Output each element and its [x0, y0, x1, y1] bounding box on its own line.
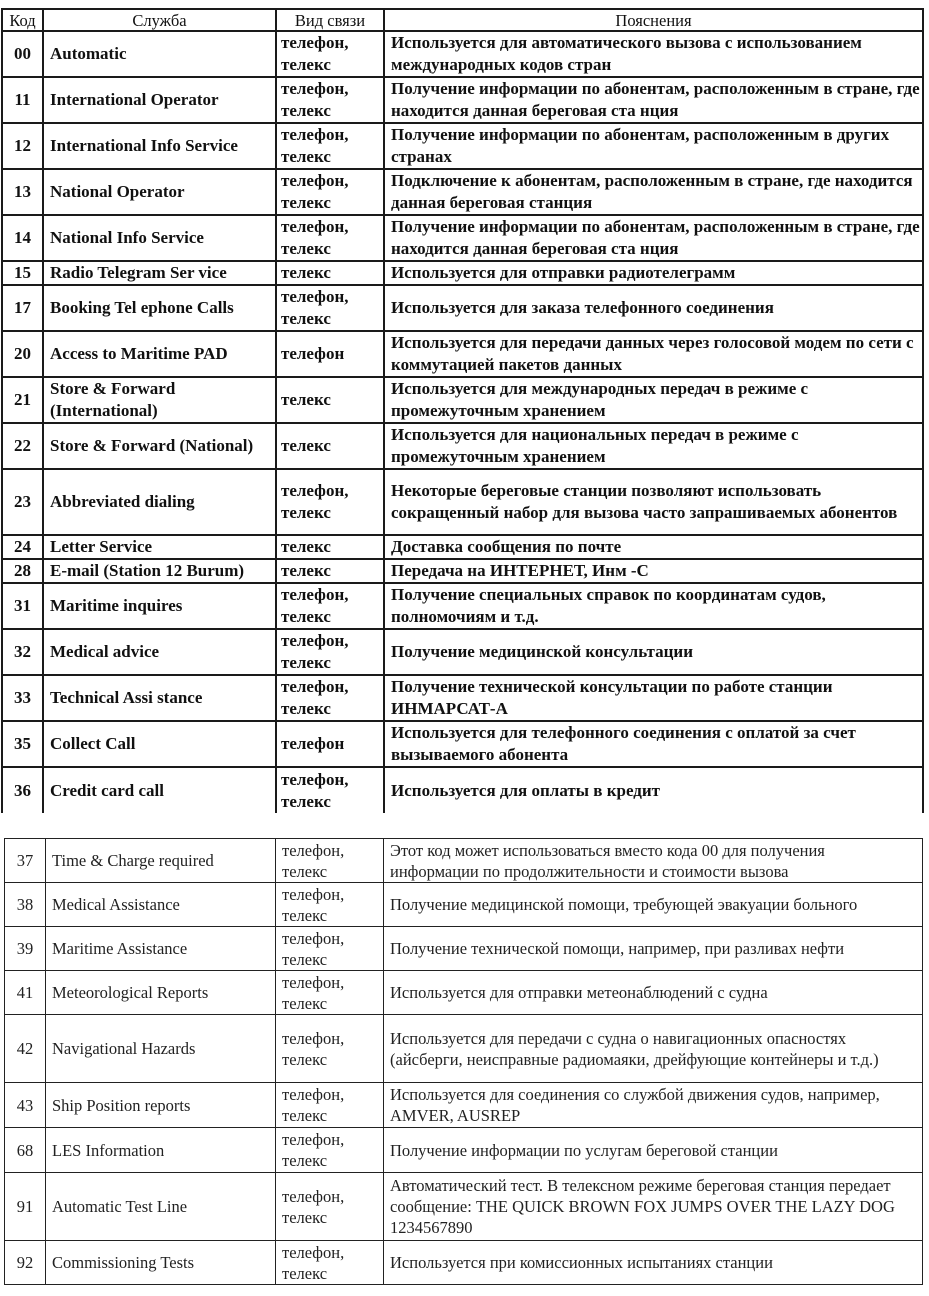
cell-code: 33 — [2, 675, 43, 721]
cell-service: Collect Call — [43, 721, 276, 767]
cell-service: Letter Service — [43, 535, 276, 559]
cell-code: 24 — [2, 535, 43, 559]
link-type-line: телекс — [282, 1049, 328, 1069]
cell-notes: Используется для передачи с судна о навигационных опасностях (айсберги, неисправные радиомаяки, дрейфующие контейнеры и т.д.) — [384, 1015, 923, 1083]
link-type-line: телекс — [281, 699, 331, 718]
cell-notes: Получение технической консультации по работе станции ИНМАРСАТ-А — [384, 675, 923, 721]
link-type-line: телефон, — [281, 769, 349, 789]
cell-notes: Используется для отправки метеонаблюдений с судна — [384, 971, 923, 1015]
table-row — [5, 1241, 923, 1285]
services-table-part-1 — [1, 8, 924, 813]
link-type-line: телекс — [281, 263, 331, 282]
link-type-line: телефон, — [281, 217, 349, 236]
table-row — [5, 839, 923, 883]
table-row — [2, 261, 923, 285]
cell-link-type — [276, 1173, 384, 1241]
link-type-line: телекс — [282, 1263, 328, 1283]
cell-link-type — [276, 215, 384, 261]
link-type-line: телекс — [282, 1151, 328, 1170]
cell-notes: Автоматический тест. В телексном режиме береговая станция передает сообщение: THE QUICK BROWN FOX JUMPS OVER THE LAZY DOG 1234567890 — [384, 1173, 923, 1241]
link-type-line: телефон, — [281, 79, 349, 98]
cell-link-type — [276, 839, 384, 883]
cell-notes: Получение информации по абонентам, расположенным в других странах — [384, 123, 923, 169]
table-row — [5, 971, 923, 1015]
table-body-part-1 — [2, 31, 923, 813]
cell-code: 91 — [5, 1173, 46, 1241]
cell-code: 42 — [5, 1015, 46, 1083]
table-row — [2, 123, 923, 169]
link-type-line: телефон, — [282, 972, 345, 992]
cell-code: 17 — [2, 285, 43, 331]
link-type-line: телефон, — [282, 928, 345, 948]
cell-code: 20 — [2, 331, 43, 377]
cell-notes: Используется при комиссионных испытаниях станции — [384, 1241, 923, 1285]
link-type-line: телефон, — [281, 481, 349, 500]
cell-service: Radio Telegram Ser vice — [43, 261, 276, 285]
cell-link-type — [276, 767, 384, 813]
cell-notes: Используется для автоматического вызова с использованием международных кодов стран — [384, 31, 923, 77]
cell-link-type — [276, 721, 384, 767]
cell-notes: Получение медицинской помощи, требующей эвакуации больного — [384, 883, 923, 927]
cell-code: 31 — [2, 583, 43, 629]
cell-notes: Получение медицинской консультации — [384, 629, 923, 675]
link-type-line: телекс — [281, 436, 331, 455]
link-type-line: телефон, — [282, 884, 345, 904]
link-type-line: телекс — [282, 949, 328, 969]
table-row — [2, 583, 923, 629]
link-type-line: телефон, — [281, 677, 349, 696]
link-type-line: телекс — [281, 537, 331, 556]
table-row — [2, 77, 923, 123]
link-type-line: телефон, — [281, 287, 349, 306]
table-row — [2, 675, 923, 721]
cell-link-type — [276, 1241, 384, 1285]
cell-service: Navigational Hazards — [46, 1015, 276, 1083]
link-type-line: телекс — [281, 193, 331, 212]
cell-link-type — [276, 583, 384, 629]
column-header-service: Служба — [43, 9, 276, 31]
table-row — [5, 1015, 923, 1083]
cell-code: 15 — [2, 261, 43, 285]
cell-service: Store & Forward (National) — [43, 423, 276, 469]
cell-notes: Используется для международных передач в режиме с промежуточным хранением — [384, 377, 923, 423]
cell-service: Maritime inquires — [43, 583, 276, 629]
link-type-line: телекс — [282, 993, 328, 1013]
cell-notes: Получение информации по услугам береговой станции — [384, 1128, 923, 1173]
cell-notes: Подключение к абонентам, расположенным в стране, где находится данная береговая станция — [384, 169, 923, 215]
cell-service: Store & Forward (International) — [43, 377, 276, 423]
link-type-line: телефон, — [281, 631, 349, 650]
column-header-notes: Пояснения — [384, 9, 923, 31]
link-type-line: телефон, — [281, 125, 349, 144]
link-type-line: телефон, — [281, 33, 349, 52]
cell-service: Meteorological Reports — [46, 971, 276, 1015]
cell-link-type — [276, 77, 384, 123]
table-row — [2, 377, 923, 423]
link-type-line: телефон, — [282, 840, 345, 860]
cell-code: 21 — [2, 377, 43, 423]
cell-code: 00 — [2, 31, 43, 77]
table-row — [5, 1128, 923, 1173]
table-row — [2, 629, 923, 675]
link-type-line: телефон, — [281, 171, 349, 190]
table-row — [5, 883, 923, 927]
cell-service: Automatic Test Line — [46, 1173, 276, 1241]
link-type-line: телекс — [281, 55, 331, 74]
cell-notes: Используется для заказа телефонного соединения — [384, 285, 923, 331]
table-row — [2, 31, 923, 77]
cell-link-type — [276, 559, 384, 583]
cell-service: Commissioning Tests — [46, 1241, 276, 1285]
cell-link-type — [276, 423, 384, 469]
link-type-line: телефон, — [281, 585, 349, 604]
cell-notes: Получение специальных справок по координатам судов, полномочиям и т.д. — [384, 583, 923, 629]
cell-notes: Доставка сообщения по почте — [384, 535, 923, 559]
cell-link-type — [276, 675, 384, 721]
cell-link-type — [276, 1083, 384, 1128]
cell-notes: Используется для телефонного соединения с оплатой за счет вызываемого абонента — [384, 721, 923, 767]
link-type-line: телефон, — [282, 1130, 345, 1149]
cell-notes: Получение информации по абонентам, расположенным в стране, где находится данная береговая ста нция — [384, 215, 923, 261]
cell-code: 32 — [2, 629, 43, 675]
table-row — [2, 169, 923, 215]
cell-link-type — [276, 285, 384, 331]
cell-code: 28 — [2, 559, 43, 583]
cell-service: National Operator — [43, 169, 276, 215]
cell-code: 14 — [2, 215, 43, 261]
cell-notes: Этот код может использоваться вместо кода 00 для получения информации по продолжительности и стоимости вызова — [384, 839, 923, 883]
cell-service: Medical advice — [43, 629, 276, 675]
cell-notes: Используется для соединения со службой движения судов, например, AMVER, AUSREP — [384, 1083, 923, 1128]
cell-link-type — [276, 123, 384, 169]
link-type-line: телекс — [281, 503, 331, 522]
table-row — [5, 1173, 923, 1241]
link-type-line: телекс — [281, 561, 331, 580]
table-row — [2, 535, 923, 559]
cell-link-type — [276, 169, 384, 215]
cell-link-type — [276, 971, 384, 1015]
cell-code: 36 — [2, 767, 43, 813]
link-type-line: телекс — [281, 101, 331, 120]
cell-notes: Получение информации по абонентам, расположенным в стране, где находится данная береговая ста нция — [384, 77, 923, 123]
cell-link-type — [276, 331, 384, 377]
link-type-line: телекс — [281, 653, 331, 672]
cell-code: 68 — [5, 1128, 46, 1173]
cell-link-type — [276, 469, 384, 535]
link-type-line: телефон, — [282, 1242, 345, 1262]
link-type-line: телефон — [281, 734, 345, 753]
cell-service: Time & Charge required — [46, 839, 276, 883]
cell-link-type — [276, 883, 384, 927]
table-header-row — [2, 9, 923, 31]
cell-service: Access to Maritime PAD — [43, 331, 276, 377]
cell-link-type — [276, 1015, 384, 1083]
table-row — [2, 767, 923, 813]
cell-service: Automatic — [43, 31, 276, 77]
cell-service: International Operator — [43, 77, 276, 123]
cell-service: LES Information — [46, 1128, 276, 1173]
cell-code: 11 — [2, 77, 43, 123]
cell-code: 37 — [5, 839, 46, 883]
column-header-link-type: Вид связи — [276, 9, 384, 31]
services-table-part-2 — [4, 838, 923, 1285]
table-row — [5, 927, 923, 971]
cell-code: 41 — [5, 971, 46, 1015]
link-type-line: телекс — [281, 239, 331, 258]
cell-service: E-mail (Station 12 Burum) — [43, 559, 276, 583]
cell-service: Booking Tel ephone Calls — [43, 285, 276, 331]
table-row — [5, 1083, 923, 1128]
link-type-line: телекс — [281, 390, 331, 409]
table-row — [2, 285, 923, 331]
link-type-line: телефон, — [282, 1085, 345, 1104]
cell-service: Credit card call — [43, 767, 276, 813]
cell-link-type — [276, 927, 384, 971]
cell-notes: Получение технической помощи, например, при разливах нефти — [384, 927, 923, 971]
link-type-line: телефон — [281, 344, 345, 363]
cell-link-type — [276, 377, 384, 423]
link-type-line: телекс — [281, 607, 331, 626]
cell-service: Ship Position reports — [46, 1083, 276, 1128]
table-body-part-2 — [5, 839, 923, 1285]
table-row — [2, 721, 923, 767]
cell-code: 39 — [5, 927, 46, 971]
link-type-line: телефон, — [282, 1028, 345, 1048]
link-type-line: телекс — [281, 147, 331, 166]
column-header-code: Код — [2, 9, 43, 31]
cell-notes: Используется для отправки радиотелеграмм — [384, 261, 923, 285]
cell-code: 43 — [5, 1083, 46, 1128]
cell-code: 22 — [2, 423, 43, 469]
cell-link-type — [276, 629, 384, 675]
cell-link-type — [276, 535, 384, 559]
cell-notes: Используется для национальных передач в режиме с промежуточным хранением — [384, 423, 923, 469]
cell-service: National Info Service — [43, 215, 276, 261]
cell-service: Maritime Assistance — [46, 927, 276, 971]
link-type-line: телекс — [281, 791, 331, 811]
table-row — [2, 469, 923, 535]
table-row — [2, 215, 923, 261]
table-row — [2, 423, 923, 469]
link-type-line: телефон, — [282, 1186, 345, 1206]
cell-notes: Используется для оплаты в кредит — [384, 767, 923, 813]
table-row — [2, 331, 923, 377]
cell-service: Abbreviated dialing — [43, 469, 276, 535]
cell-code: 38 — [5, 883, 46, 927]
table-row — [2, 559, 923, 583]
cell-link-type — [276, 31, 384, 77]
cell-notes: Используется для передачи данных через голосовой модем по сети с коммутацией пакетов данных — [384, 331, 923, 377]
cell-service: Technical Assi stance — [43, 675, 276, 721]
cell-code: 13 — [2, 169, 43, 215]
cell-service: International Info Service — [43, 123, 276, 169]
link-type-line: телекс — [282, 861, 328, 881]
link-type-line: телекс — [282, 1207, 328, 1227]
cell-code: 23 — [2, 469, 43, 535]
cell-notes: Некоторые береговые станции позволяют использовать сокращенный набор для вызова часто запрашиваемых абонентов — [384, 469, 923, 535]
cell-code: 92 — [5, 1241, 46, 1285]
link-type-line: телекс — [282, 905, 328, 925]
page-break-gap — [0, 826, 929, 838]
link-type-line: телекс — [282, 1106, 328, 1125]
cell-notes: Передача на ИНТЕРНЕТ, Инм -С — [384, 559, 923, 583]
cell-link-type — [276, 261, 384, 285]
cell-link-type — [276, 1128, 384, 1173]
cell-code: 35 — [2, 721, 43, 767]
cell-code: 12 — [2, 123, 43, 169]
link-type-line: телекс — [281, 309, 331, 328]
cell-service: Medical Assistance — [46, 883, 276, 927]
